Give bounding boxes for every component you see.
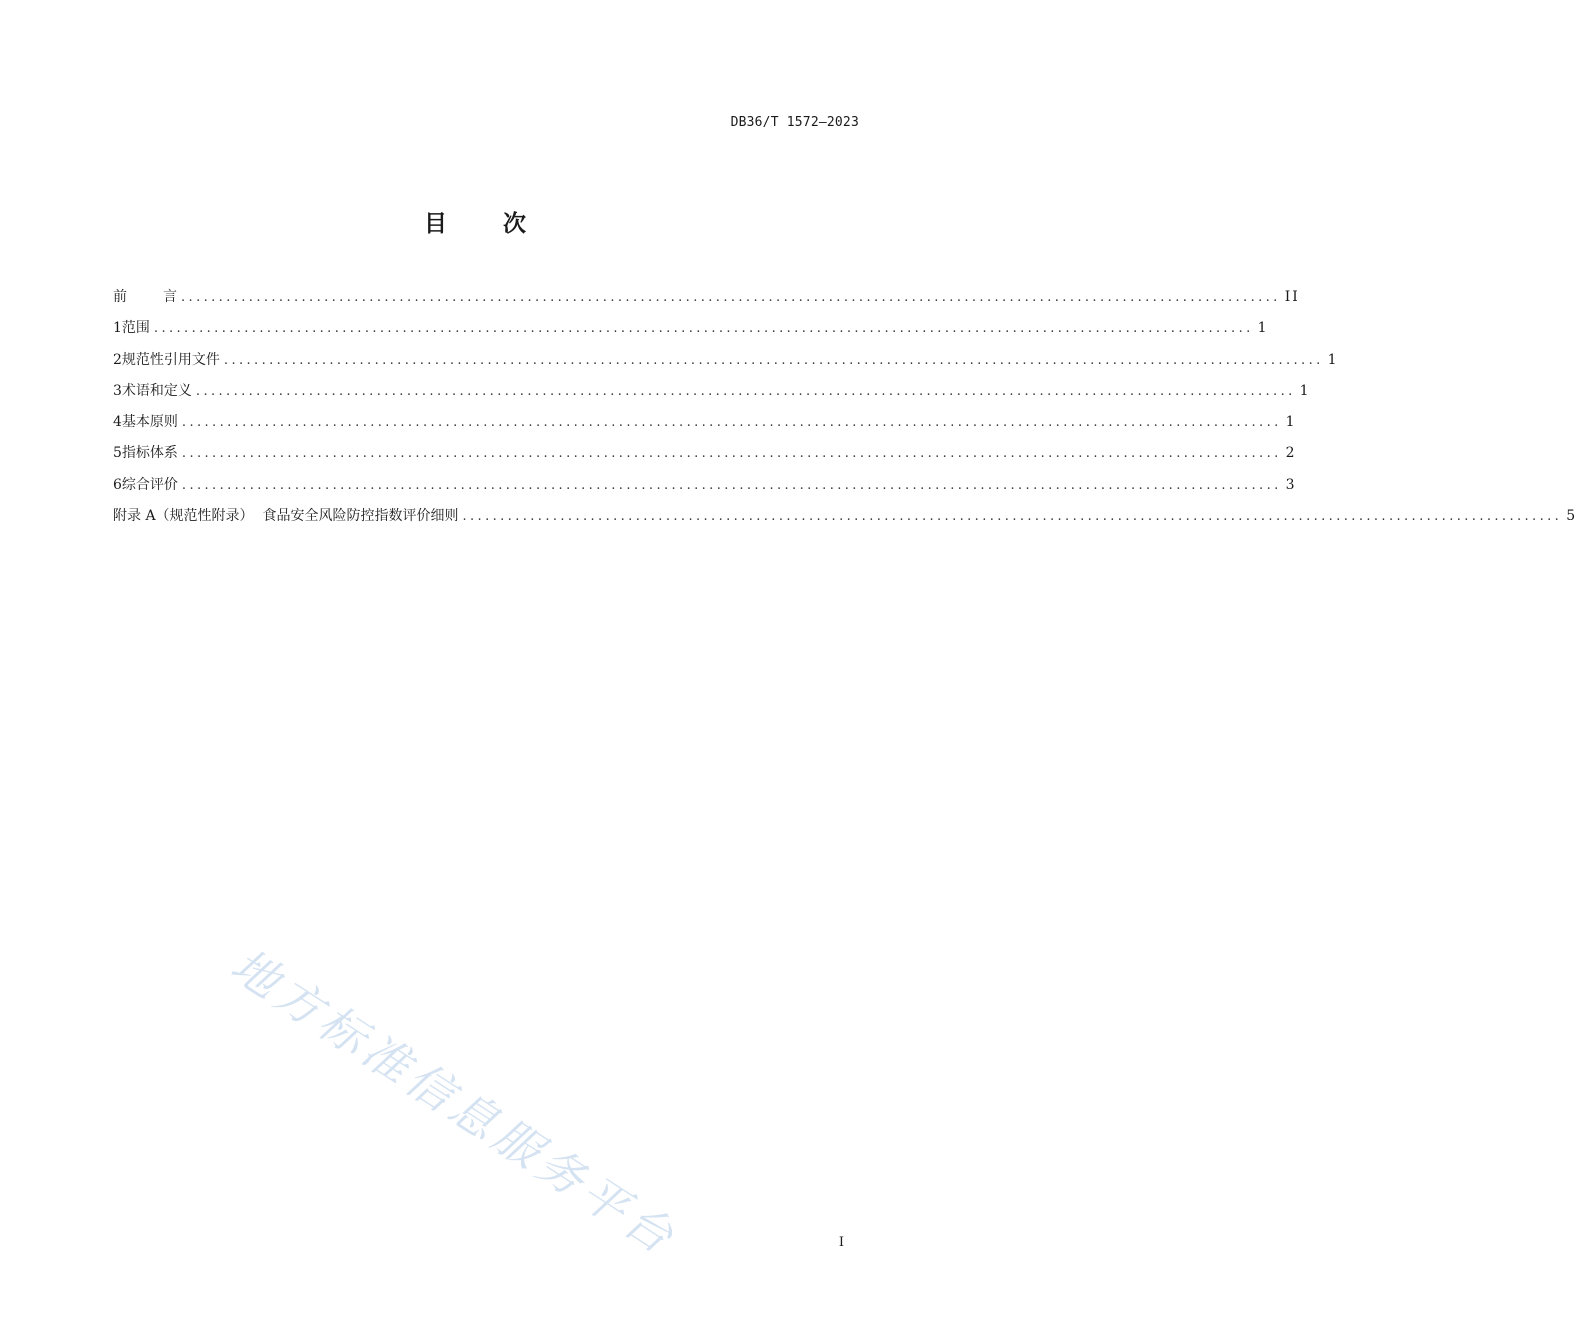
toc-entry-foreword[interactable] [113, 287, 1300, 318]
toc-entry-number: 6 [113, 476, 122, 493]
toc-entry-label: 附录 A（规范性附录） 食品安全风险防控指数评价细则 [113, 508, 459, 525]
toc-entry-appendix-a[interactable] [113, 506, 1577, 537]
toc-entry-page: 1 [1285, 414, 1297, 431]
toc-entry-label: 范围 [121, 320, 150, 337]
toc-entry-label: 前 言 [113, 289, 177, 305]
toc-entry-number: 1 [113, 320, 122, 337]
toc-entry-page: II [1284, 289, 1300, 305]
toc-entry-page: 2 [1285, 445, 1297, 462]
toc-entry-number: 5 [113, 445, 122, 462]
toc-entry-normative-references[interactable] [113, 350, 1339, 381]
toc-entry-scope[interactable] [113, 318, 1269, 349]
toc-entry-number: 4 [113, 414, 122, 431]
toc-leader-dots: .................................................................................................................................................. [181, 290, 1281, 305]
toc-entry-label: 基本原则 [121, 414, 178, 431]
toc-entry-label: 综合评价 [121, 476, 178, 493]
toc-entry-indicator-system[interactable] [113, 443, 1297, 474]
toc-entry-page: 1 [1299, 382, 1311, 399]
toc-title-char: 次 [503, 211, 526, 237]
toc-entry-page: 5 [1566, 508, 1577, 525]
toc-leader-dots: .................................................................................................................................................. [153, 321, 1254, 337]
toc-entry-number: 2 [113, 351, 122, 368]
toc-entry-terms-definitions[interactable] [113, 381, 1311, 412]
toc-entry-page: 1 [1257, 320, 1269, 337]
toc-entry-page: 1 [1327, 351, 1339, 368]
watermark-text: 地方标准信息服务平台 [221, 937, 688, 1267]
toc-leader-dots: .................................................................................................................................................. [462, 509, 1563, 525]
toc-leader-dots: .................................................................................................................................................. [181, 477, 1282, 493]
toc-entry-comprehensive-evaluation[interactable] [113, 475, 1297, 506]
table-of-contents [113, 287, 1577, 537]
toc-leader-dots: .................................................................................................................................................. [181, 415, 1282, 431]
toc-title [0, 205, 950, 238]
toc-entry-number: 3 [113, 382, 122, 399]
toc-entry-label: 术语和定义 [121, 382, 192, 399]
toc-entry-label: 指标体系 [121, 445, 178, 462]
toc-leader-dots: .................................................................................................................................................. [181, 446, 1282, 462]
toc-title-char: 目 [424, 211, 447, 237]
document-code: DB36/T 1572—2023 [730, 115, 859, 130]
toc-entry-basic-principles[interactable] [113, 412, 1297, 443]
toc-leader-dots: .................................................................................................................................................. [195, 383, 1296, 399]
toc-entry-label: 规范性引用文件 [121, 351, 220, 368]
toc-leader-dots: .................................................................................................................................................. [223, 352, 1324, 368]
page-number: I [838, 1235, 844, 1250]
toc-entry-page: 3 [1285, 476, 1297, 493]
